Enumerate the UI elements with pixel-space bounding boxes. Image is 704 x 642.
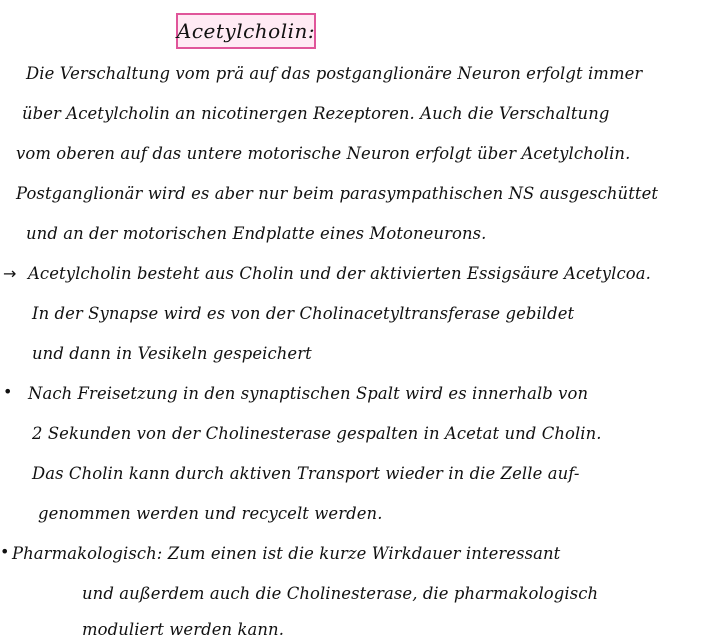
text-line: In der Synapse wird es von der Cholinacetyltransferase gebildet: [32, 304, 575, 323]
text-line: und außerdem auch die Cholinesterase, die pharmakologisch: [82, 584, 599, 603]
text-line: Das Cholin kann durch aktiven Transport wieder in die Zelle auf-: [32, 464, 580, 483]
arrow-marker: →: [3, 264, 17, 283]
text-line: 2 Sekunden von der Cholinesterase gespalten in Acetat und Cholin.: [32, 424, 602, 443]
text-line: moduliert werden kann.: [82, 620, 285, 639]
text-line: und dann in Vesikeln gespeichert: [32, 344, 312, 363]
text-line: Acetylcholin besteht aus Cholin und der aktivierten Essigsäure Acetylcoa.: [28, 264, 651, 283]
text-line: und an der motorischen Endplatte eines Motoneurons.: [26, 224, 487, 243]
text-line: Pharmakologisch: Zum einen ist die kurze Wirkdauer interessant: [12, 544, 561, 563]
text-line: Die Verschaltung vom prä auf das postganglionäre Neuron erfolgt immer: [26, 64, 643, 83]
text-line: genommen werden und recycelt werden.: [38, 504, 383, 523]
title-box: [176, 13, 316, 49]
page-title: Acetylcholin:: [176, 19, 316, 43]
text-line: Postganglionär wird es aber nur beim parasympathischen NS ausgeschüttet: [16, 184, 659, 203]
text-line: vom oberen auf das untere motorische Neuron erfolgt über Acetylcholin.: [16, 144, 631, 163]
bullet-marker: •: [3, 382, 13, 401]
text-line: über Acetylcholin an nicotinergen Rezeptoren. Auch die Verschaltung: [22, 104, 610, 123]
bullet-marker: •: [0, 542, 10, 561]
text-line: Nach Freisetzung in den synaptischen Spalt wird es innerhalb von: [28, 384, 589, 403]
